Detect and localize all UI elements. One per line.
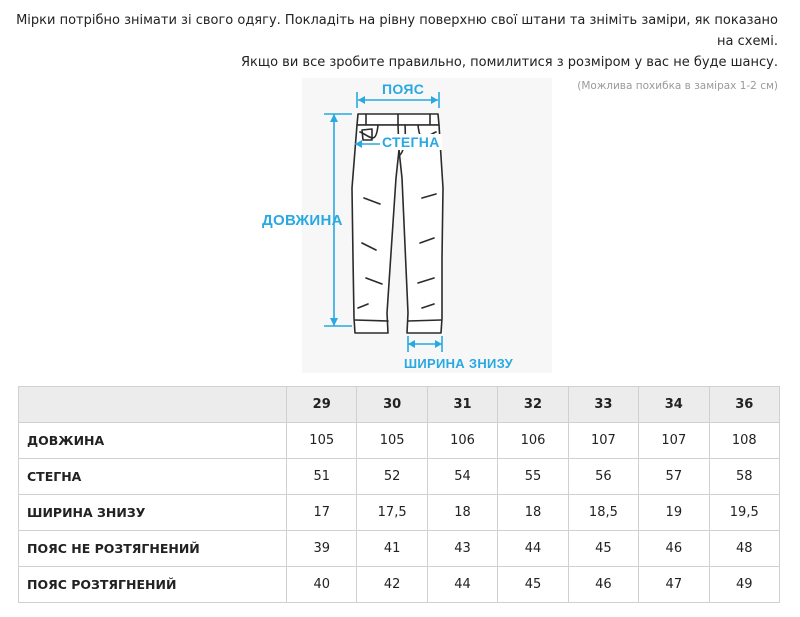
size-header: 36: [709, 387, 779, 423]
table-cell: 39: [287, 531, 357, 567]
table-cell: 107: [568, 423, 638, 459]
table-cell: 56: [568, 459, 638, 495]
table-row: [19, 531, 780, 567]
table-cell: 47: [639, 567, 709, 603]
table-cell: 19: [639, 495, 709, 531]
measurement-error-note: (Можлива похибка в замірах 1-2 см): [577, 80, 778, 92]
size-header: 33: [568, 387, 638, 423]
size-header: 31: [427, 387, 497, 423]
table-cell: 106: [427, 423, 497, 459]
table-row: [19, 459, 780, 495]
table-cell: 18: [498, 495, 568, 531]
hips-label: СТЕГНА: [382, 134, 440, 150]
table-cell: 52: [357, 459, 427, 495]
table-cell: 54: [427, 459, 497, 495]
table-cell: 107: [639, 423, 709, 459]
size-header: 34: [639, 387, 709, 423]
table-cell: 108: [709, 423, 779, 459]
row-label-waist-stretched: ПОЯС РОЗТЯГНЕНИЙ: [19, 567, 287, 603]
table-cell: 17,5: [357, 495, 427, 531]
table-cell: 19,5: [709, 495, 779, 531]
length-label: ДОВЖИНА: [262, 212, 343, 229]
table-cell: 55: [498, 459, 568, 495]
row-label-hips: СТЕГНА: [19, 459, 287, 495]
table-corner-cell: [19, 387, 287, 423]
size-header: 32: [498, 387, 568, 423]
row-label-waist-unstretched: ПОЯС НЕ РОЗТЯГНЕНИЙ: [19, 531, 287, 567]
size-chart-table: [18, 386, 780, 603]
table-cell: 48: [709, 531, 779, 567]
table-cell: 45: [498, 567, 568, 603]
intro-line-1: Мірки потрібно знімати зі свого одягу. Покладіть на рівну поверхню свої штани та зніміть заміри, як показано на схемі.: [16, 13, 778, 49]
table-cell: 57: [639, 459, 709, 495]
table-cell: 105: [287, 423, 357, 459]
table-cell: 17: [287, 495, 357, 531]
table-header-row: [19, 387, 780, 423]
table-cell: 41: [357, 531, 427, 567]
table-cell: 43: [427, 531, 497, 567]
table-cell: 18,5: [568, 495, 638, 531]
table-row: [19, 495, 780, 531]
table-cell: 40: [287, 567, 357, 603]
size-header: 30: [357, 387, 427, 423]
table-cell: 46: [639, 531, 709, 567]
table-cell: 46: [568, 567, 638, 603]
table-cell: 106: [498, 423, 568, 459]
table-cell: 58: [709, 459, 779, 495]
table-row: [19, 423, 780, 459]
intro-line-2: Якщо ви все зробите правильно, помилитися з розміром у вас не буде шансу.: [240, 55, 778, 70]
table-cell: 18: [427, 495, 497, 531]
table-cell: 42: [357, 567, 427, 603]
row-label-length: ДОВЖИНА: [19, 423, 287, 459]
table-cell: 44: [427, 567, 497, 603]
row-label-bottom-width: ШИРИНА ЗНИЗУ: [19, 495, 287, 531]
table-cell: 45: [568, 531, 638, 567]
table-cell: 51: [287, 459, 357, 495]
table-cell: 44: [498, 531, 568, 567]
table-cell: 49: [709, 567, 779, 603]
table-cell: 105: [357, 423, 427, 459]
table-row: [19, 567, 780, 603]
pants-measurement-diagram: [262, 78, 552, 378]
bottom-width-label: ШИРИНА ЗНИЗУ: [404, 356, 514, 371]
waist-label: ПОЯС: [382, 81, 425, 97]
size-header: 29: [287, 387, 357, 423]
